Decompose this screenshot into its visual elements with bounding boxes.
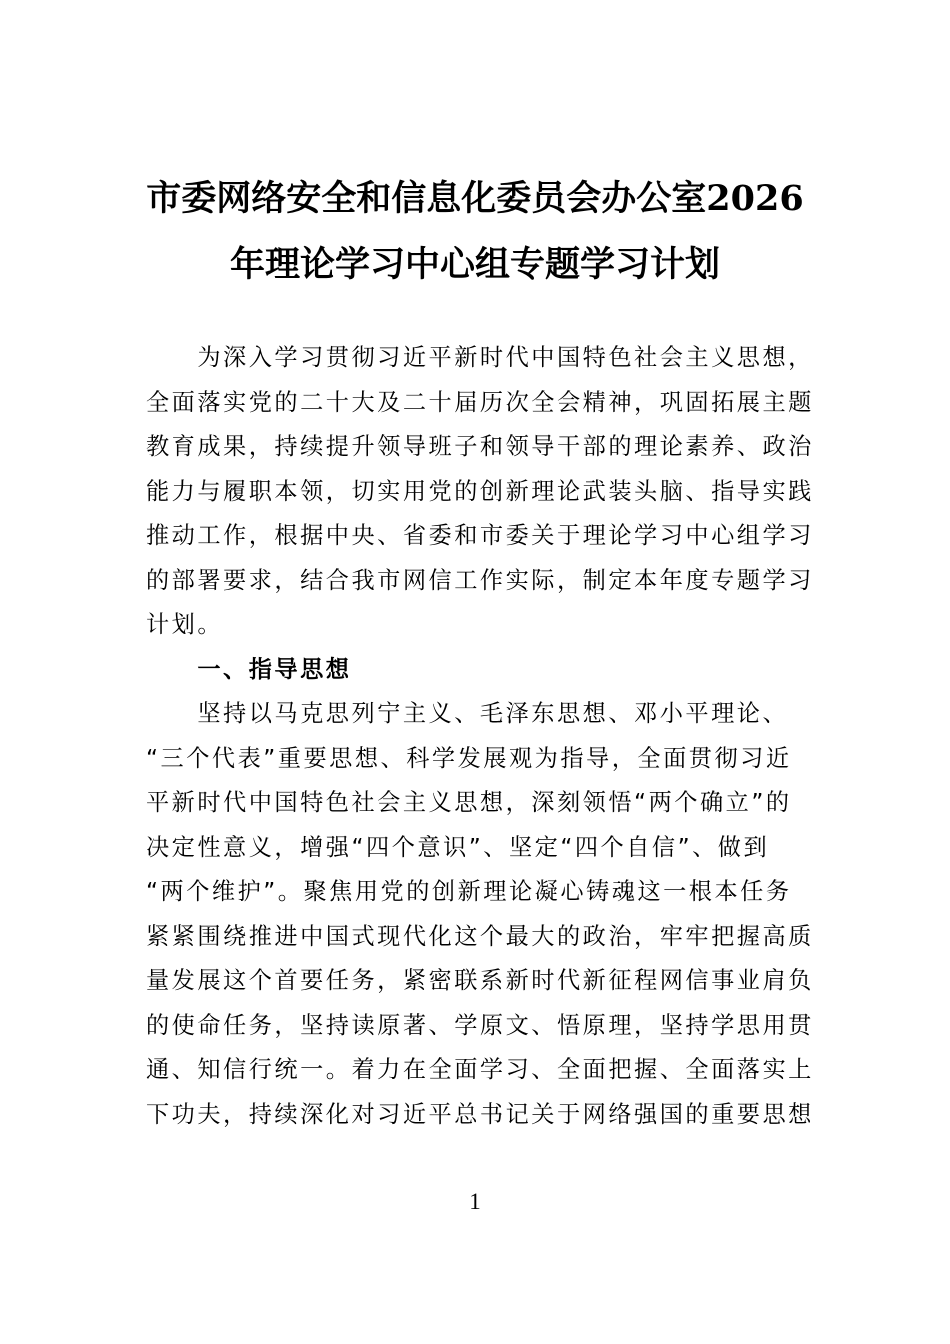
- text-line: 紧紧围绕推进中国式现代化这个最大的政治，牢牢把握高质: [146, 922, 814, 950]
- text-line: 的使命任务，坚持读原著、学原文、悟原理，坚持学思用贯: [146, 1011, 814, 1039]
- text-line: “三个代表”重要思想、科学发展观为指导，全面贯彻习近: [146, 744, 792, 772]
- text-line: 全面落实党的二十大及二十届历次全会精神，巩固拓展主题: [146, 388, 814, 416]
- text-line: 教育成果，持续提升领导班子和领导干部的理论素养、政治: [146, 433, 814, 460]
- text-line: 通、知信行统一。着力在全面学习、全面把握、全面落实上: [146, 1056, 814, 1083]
- text-line: 计划。: [146, 611, 224, 638]
- text-line: 决定性意义，增强“四个意识”、坚定“四个自信”、做到: [146, 833, 770, 861]
- text-line: 坚持以马克思列宁主义、毛泽东思想、邓小平理论、: [146, 700, 789, 727]
- section-heading: 一、指导思想: [146, 655, 352, 683]
- text-line: 能力与履职本领，切实用党的创新理论武装头脑、指导实践: [146, 477, 814, 505]
- document-body: [146, 336, 814, 1137]
- text-line: 量发展这个首要任务，紧密联系新时代新征程网信事业肩负: [146, 967, 814, 994]
- document-title: [145, 166, 805, 298]
- text-line: 平新时代中国特色社会主义思想，深刻领悟“两个确立”的: [146, 789, 792, 816]
- text-line: 推动工作，根据中央、省委和市委关于理论学习中心组学习: [146, 522, 814, 549]
- title-line-2: 年理论学习中心组专题学习计划: [229, 244, 720, 285]
- text-line: 的部署要求，结合我市网信工作实际，制定本年度专题学习: [146, 566, 814, 594]
- paragraph-intro: [146, 336, 814, 648]
- text-line: “两个维护”。聚焦用党的创新理论凝心铸魂这一根本任务: [146, 878, 792, 905]
- title-line-1: 市委网络安全和信息化委员会办公室2026: [146, 178, 804, 219]
- text-line: 为深入学习贯彻习近平新时代中国特色社会主义思想，: [146, 344, 814, 371]
- paragraph-guiding-thought: [146, 692, 814, 1137]
- text-line: 下功夫，持续深化对习近平总书记关于网络强国的重要思想: [146, 1100, 814, 1128]
- page-number: 1: [469, 1189, 481, 1214]
